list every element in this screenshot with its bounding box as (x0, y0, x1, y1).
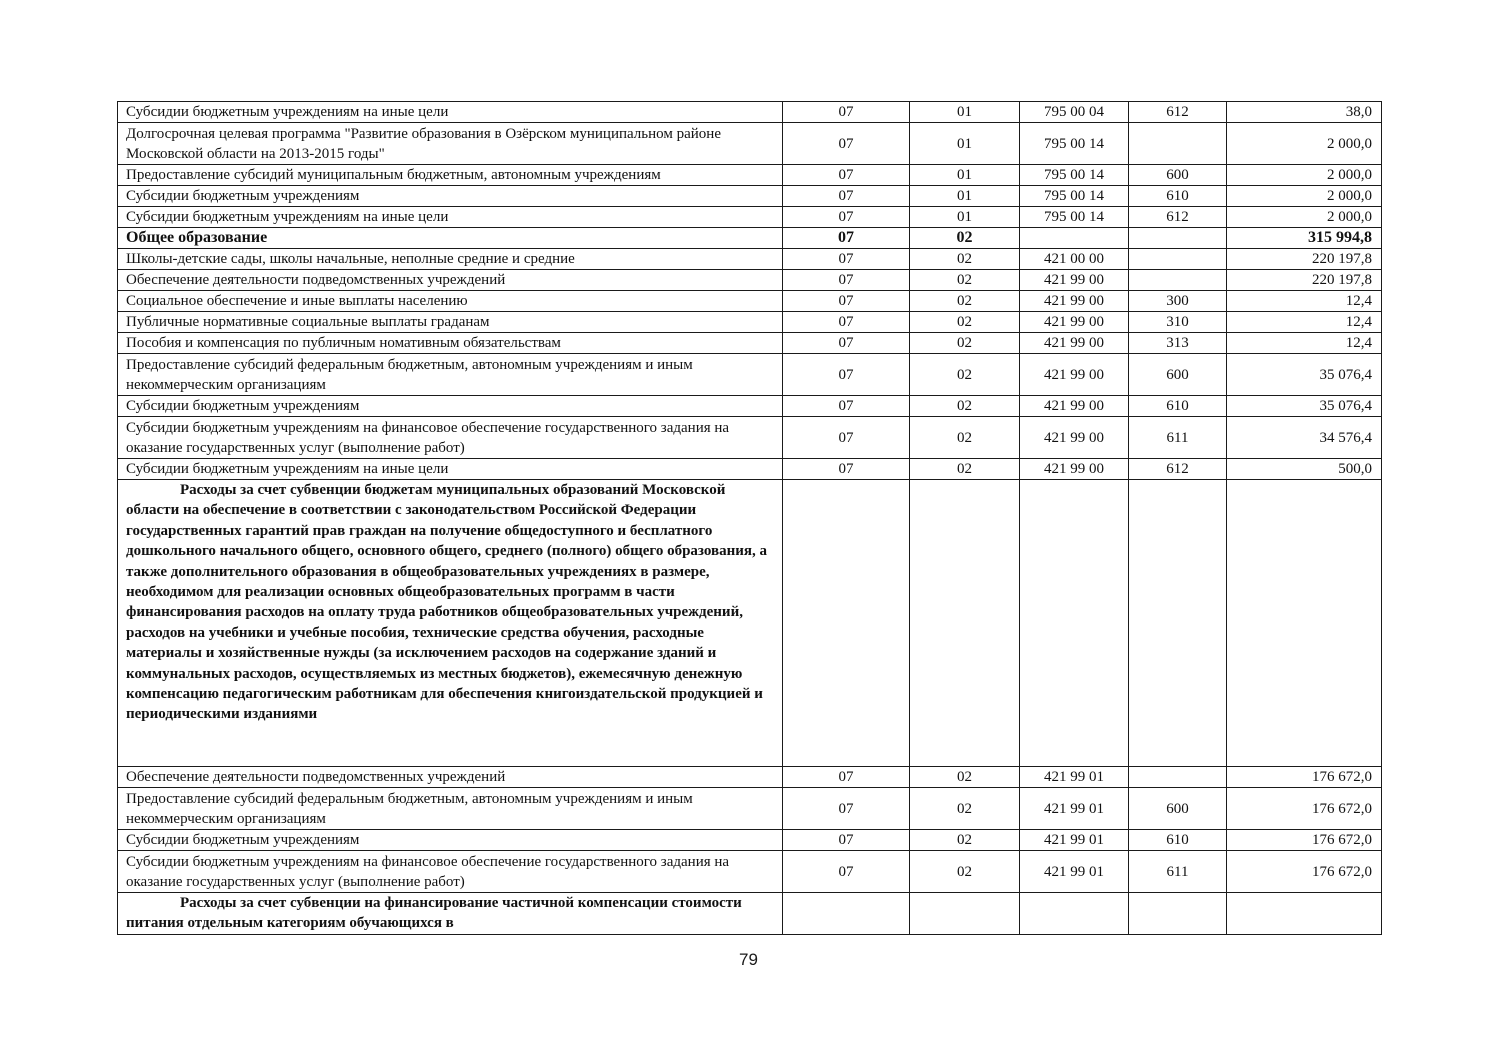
row-expense-type: 612 (1129, 102, 1227, 123)
row-name: Социальное обеспечение и иные выплаты населению (118, 291, 783, 312)
row-expense-type (1129, 270, 1227, 291)
row-target-article: 421 99 00 (1020, 291, 1129, 312)
row-expense-type: 610 (1129, 830, 1227, 851)
row-subsection (910, 480, 1020, 767)
table-row (118, 417, 1382, 459)
row-section: 07 (783, 767, 910, 788)
row-name: Субсидии бюджетным учреждениям на финансовое обеспечение государственного задания на оказание государственных услуг (выполнение работ) (118, 417, 783, 459)
table-row (118, 249, 1382, 270)
row-amount: 315 994,8 (1227, 228, 1382, 249)
table-row (118, 354, 1382, 396)
row-expense-type: 612 (1129, 207, 1227, 228)
page-number: 79 (739, 950, 758, 969)
table-row (118, 186, 1382, 207)
row-section: 07 (783, 186, 910, 207)
row-amount: 220 197,8 (1227, 270, 1382, 291)
row-subsection: 02 (910, 396, 1020, 417)
row-expense-type: 300 (1129, 291, 1227, 312)
row-expense-type (1129, 123, 1227, 165)
table-row (118, 291, 1382, 312)
row-expense-type: 612 (1129, 459, 1227, 480)
row-name: Предоставление субсидий федеральным бюджетным, автономным учреждениям и иным некоммерческим организациям (118, 788, 783, 830)
row-name: Пособия и компенсация по публичным номативным обязательствам (118, 333, 783, 354)
row-name: Долгосрочная целевая программа "Развитие образования в Озёрском муниципальном районе Московской области на 2013-2015 годы" (118, 123, 783, 165)
row-amount: 12,4 (1227, 312, 1382, 333)
row-expense-type (1129, 480, 1227, 767)
row-expense-type: 313 (1129, 333, 1227, 354)
table-row (118, 767, 1382, 788)
row-section: 07 (783, 417, 910, 459)
row-name: Субсидии бюджетным учреждениям (118, 186, 783, 207)
row-target-article: 421 99 00 (1020, 312, 1129, 333)
row-amount: 176 672,0 (1227, 767, 1382, 788)
row-subsection: 02 (910, 830, 1020, 851)
row-subsection: 02 (910, 228, 1020, 249)
row-name: Субсидии бюджетным учреждениям (118, 396, 783, 417)
row-section: 07 (783, 228, 910, 249)
row-expense-type: 600 (1129, 354, 1227, 396)
row-amount: 12,4 (1227, 291, 1382, 312)
row-subsection: 02 (910, 291, 1020, 312)
row-subsection: 02 (910, 333, 1020, 354)
table-row (118, 333, 1382, 354)
row-section: 07 (783, 312, 910, 333)
row-target-article: 795 00 14 (1020, 207, 1129, 228)
row-subsection (910, 893, 1020, 935)
row-target-article: 421 99 01 (1020, 788, 1129, 830)
row-expense-type (1129, 228, 1227, 249)
table-row (118, 312, 1382, 333)
table-row-heading (118, 480, 1382, 767)
row-target-article: 795 00 14 (1020, 186, 1129, 207)
row-name (118, 893, 783, 935)
row-expense-type: 600 (1129, 165, 1227, 186)
row-subsection: 01 (910, 165, 1020, 186)
row-target-article: 421 00 00 (1020, 249, 1129, 270)
row-target-article: 421 99 00 (1020, 459, 1129, 480)
row-target-article: 421 99 01 (1020, 851, 1129, 893)
row-name: Субсидии бюджетным учреждениям на иные цели (118, 207, 783, 228)
row-target-article: 795 00 04 (1020, 102, 1129, 123)
row-name: Общее образование (118, 228, 783, 249)
row-target-article: 421 99 01 (1020, 767, 1129, 788)
row-section: 07 (783, 207, 910, 228)
table-row (118, 165, 1382, 186)
row-amount: 34 576,4 (1227, 417, 1382, 459)
row-amount (1227, 480, 1382, 767)
row-amount (1227, 893, 1382, 935)
row-name: Предоставление субсидий муниципальным бюджетным, автономным учреждениям (118, 165, 783, 186)
row-name: Школы-детские сады, школы начальные, неполные средние и средние (118, 249, 783, 270)
row-amount: 220 197,8 (1227, 249, 1382, 270)
row-target-article: 795 00 14 (1020, 165, 1129, 186)
row-amount: 2 000,0 (1227, 123, 1382, 165)
row-name: Субсидии бюджетным учреждениям на иные цели (118, 459, 783, 480)
row-name: Субсидии бюджетным учреждениям на иные цели (118, 102, 783, 123)
budget-table (117, 101, 1382, 935)
row-subsection: 02 (910, 270, 1020, 291)
row-subsection: 02 (910, 851, 1020, 893)
table-row (118, 851, 1382, 893)
row-amount: 38,0 (1227, 102, 1382, 123)
row-subsection: 01 (910, 207, 1020, 228)
row-expense-type: 600 (1129, 788, 1227, 830)
table-row (118, 123, 1382, 165)
row-name: Обеспечение деятельности подведомственных учреждений (118, 270, 783, 291)
row-name: Субсидии бюджетным учреждениям на финансовое обеспечение государственного задания на оказание государственных услуг (выполнение работ) (118, 851, 783, 893)
row-subsection: 02 (910, 354, 1020, 396)
table-row-section-total (118, 228, 1382, 249)
row-section: 07 (783, 249, 910, 270)
row-amount: 35 076,4 (1227, 396, 1382, 417)
row-section: 07 (783, 291, 910, 312)
table-row (118, 396, 1382, 417)
row-amount: 176 672,0 (1227, 788, 1382, 830)
row-section: 07 (783, 102, 910, 123)
row-section: 07 (783, 123, 910, 165)
row-target-article (1020, 893, 1129, 935)
row-name: Субсидии бюджетным учреждениям (118, 830, 783, 851)
row-expense-type: 610 (1129, 186, 1227, 207)
row-amount: 176 672,0 (1227, 851, 1382, 893)
row-amount: 12,4 (1227, 333, 1382, 354)
row-section: 07 (783, 459, 910, 480)
row-target-article: 421 99 01 (1020, 830, 1129, 851)
row-section: 07 (783, 333, 910, 354)
row-target-article: 421 99 00 (1020, 396, 1129, 417)
row-target-article: 421 99 00 (1020, 417, 1129, 459)
row-target-article: 421 99 00 (1020, 354, 1129, 396)
row-name-text: Расходы за счет субвенции бюджетам муниципальных образований Московской области на обеспечение в соответствии с законодательством Российской Федерации государственных гарантий прав граждан на получение общедоступного и бесплатного дошкольного начального общего, основного общего, среднего (полного) общего образования, а также дополнительного образования в общеобразовательных учреждениях в размере, необходимом для реализации основных общеобразовательных программ в части финансирования расходов на оплату труда работников общеобразовательных учреждений, расходов на учебники и учебные пособия, технические средства обучения, расходные материалы и хозяйственные нужды (за исключением расходов на содержание зданий и коммунальных расходов, осуществляемых из местных бюджетов), ежемесячную денежную компенсацию педагогическим работникам для обеспечения книгоиздательской продукцией и периодическими изданиями (126, 482, 768, 723)
row-expense-type (1129, 767, 1227, 788)
row-name-text: Расходы за счет субвенции на финансирование частичной компенсации стоимости питания отдельным категориям обучающихся в (126, 895, 742, 932)
row-expense-type: 310 (1129, 312, 1227, 333)
row-section: 07 (783, 270, 910, 291)
row-amount: 35 076,4 (1227, 354, 1382, 396)
row-subsection: 02 (910, 249, 1020, 270)
row-amount: 2 000,0 (1227, 186, 1382, 207)
row-subsection: 02 (910, 767, 1020, 788)
row-expense-type: 611 (1129, 851, 1227, 893)
row-expense-type: 610 (1129, 396, 1227, 417)
row-subsection: 01 (910, 186, 1020, 207)
row-expense-type: 611 (1129, 417, 1227, 459)
row-subsection: 02 (910, 417, 1020, 459)
row-amount: 2 000,0 (1227, 165, 1382, 186)
table-row (118, 102, 1382, 123)
row-section: 07 (783, 396, 910, 417)
row-name: Обеспечение деятельности подведомственных учреждений (118, 767, 783, 788)
table-row (118, 459, 1382, 480)
row-target-article: 421 99 00 (1020, 270, 1129, 291)
row-section (783, 480, 910, 767)
row-subsection: 02 (910, 788, 1020, 830)
row-section: 07 (783, 851, 910, 893)
row-section: 07 (783, 165, 910, 186)
row-section: 07 (783, 830, 910, 851)
row-amount: 2 000,0 (1227, 207, 1382, 228)
row-target-article: 421 99 00 (1020, 333, 1129, 354)
row-target-article (1020, 480, 1129, 767)
row-subsection: 02 (910, 312, 1020, 333)
row-section: 07 (783, 788, 910, 830)
row-name: Предоставление субсидий федеральным бюджетным, автономным учреждениям и иным некоммерческим организациям (118, 354, 783, 396)
row-name: Публичные нормативные социальные выплаты граданам (118, 312, 783, 333)
row-subsection: 02 (910, 459, 1020, 480)
row-amount: 176 672,0 (1227, 830, 1382, 851)
row-section: 07 (783, 354, 910, 396)
row-section (783, 893, 910, 935)
table-row-heading (118, 893, 1382, 935)
row-amount: 500,0 (1227, 459, 1382, 480)
table-row (118, 207, 1382, 228)
table-row (118, 788, 1382, 830)
row-name (118, 480, 783, 767)
row-target-article: 795 00 14 (1020, 123, 1129, 165)
row-expense-type (1129, 249, 1227, 270)
row-subsection: 01 (910, 102, 1020, 123)
row-expense-type (1129, 893, 1227, 935)
table-row (118, 830, 1382, 851)
table-row (118, 270, 1382, 291)
row-subsection: 01 (910, 123, 1020, 165)
row-target-article (1020, 228, 1129, 249)
